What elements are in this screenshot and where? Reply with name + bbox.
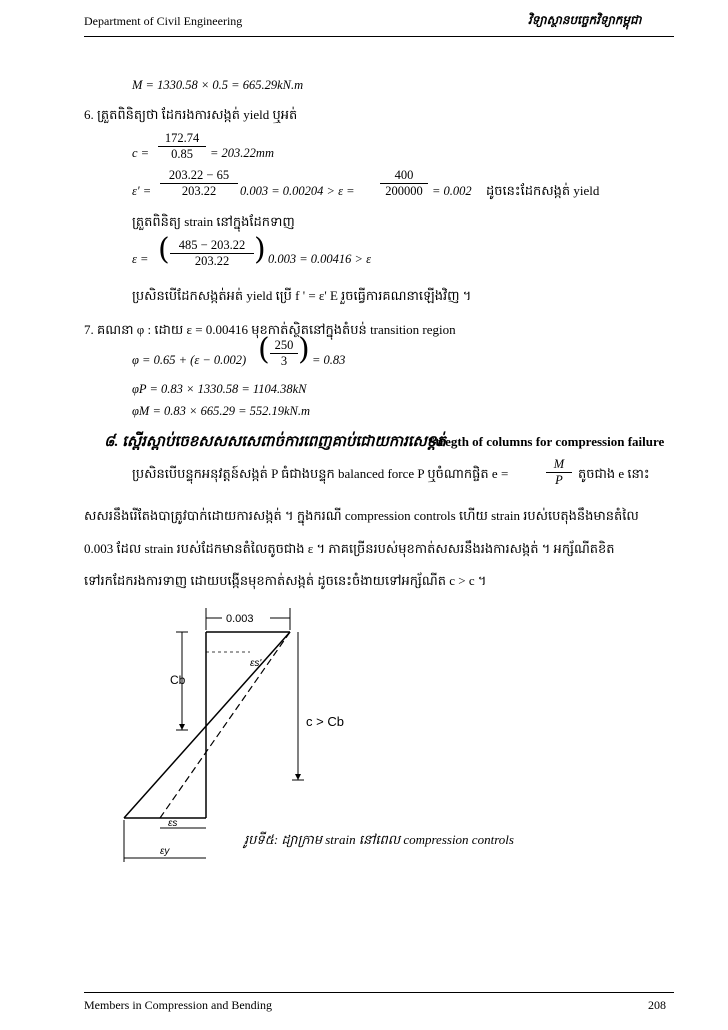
section8-heading-en: Stregth of columns for compression failure (428, 434, 665, 449)
eq-es-num: 203.22 − 65 (160, 168, 238, 184)
yield-conclusion: ដូចនេះដែកសង្កត់ yield (486, 183, 600, 198)
ecc-fraction (546, 457, 572, 488)
footer-rule (84, 992, 674, 993)
eq-c-lhs: c = (132, 146, 150, 160)
eq-ey-fraction (380, 168, 428, 199)
eq-c-num: 172.74 (158, 131, 206, 147)
label-es: εs (168, 818, 178, 829)
eq-phi-fraction (270, 338, 298, 369)
figure-caption: រូបទី៥: ដ្យាក្រាម strain នៅពេល compression controls (244, 832, 514, 847)
phi-paren-left: ( (258, 332, 270, 367)
eq-phimn: φM = 0.83 × 665.29 = 552.19kN.m (132, 404, 311, 418)
eq-phi-num: 250 (270, 338, 298, 354)
eq-es-rhs: 0.003 = 0.00204 > ε = (240, 184, 355, 198)
paren-right: ) (254, 232, 266, 267)
eq-phi-lhs: φ = 0.65 + (ε − 0.002) (132, 353, 247, 367)
strain-check-text: ត្រួតពិនិត្យ strain នៅក្នុងដែកទាញ (132, 214, 295, 229)
section8-heading-kh: ៨. ស្ពើរស្ពាប់ចេខសសសសេពាច់ការពេញគាប់ជោយការសេខ្តត់ (104, 434, 446, 450)
eq-es-lhs: ε' = (132, 184, 152, 198)
label-es-prime: εs' (250, 658, 262, 669)
eq-es-den: 203.22 (181, 184, 217, 198)
eq-c-fraction (158, 131, 206, 162)
eq-phi-rhs: = 0.83 (312, 353, 346, 367)
eq-et-num: 485 − 203.22 (170, 238, 254, 254)
eq-ey-den: 200000 (385, 184, 423, 198)
eq-phipn: φP = 0.83 × 1330.58 = 1104.38kN (132, 382, 307, 396)
section8-line3: 0.003 ដែល strain របស់ដែកមានតំលៃតូចជាង ε ។ ភាគច្រើនរបស់មុខកាត់សសរនឹងរងការសង្កត់ ។ អក្ស័ណីតខិត (84, 541, 615, 556)
phi-paren-right: ) (298, 332, 310, 367)
page-number: 208 (648, 998, 666, 1012)
ecc-den: P (555, 473, 563, 487)
section8-line1: ប្រសិនបើបន្ទុកអនុវត្តន៍សង្កត់ P ធំជាងបន្ទុក balanced force P ឬចំណាកផ្ចិត e = (132, 466, 509, 481)
eq-ey-num: 400 (380, 168, 428, 184)
label-c-gt-cb: c > Cb (306, 714, 344, 729)
step7-title: 7. គណនា φ : ដោយ ε = 0.00416 មុខកាត់ស្ថិតនៅក្នុងតំបន់ transition region (84, 322, 456, 337)
eq-et-den: 203.22 (194, 254, 230, 268)
eq-c-den: 0.85 (171, 147, 193, 161)
eq-phi-den: 3 (280, 354, 288, 368)
eq-et-lhs: ε = (132, 252, 149, 266)
header-right: វិទ្យាស្ថានបច្ចេកវិទ្យាកម្ពុជា (528, 13, 642, 27)
section8-line2: សសរនឹងរើតែងបាត្រូវបាក់ដោយការសង្កត់ ។ ក្នុងករណី compression controls ហើយ strain របស់បេតុងនឹងមានតំលៃ (84, 508, 639, 523)
step6-title: 6. ត្រួតពិនិត្យថា ដែករងការសង្កត់ yield ឬអត់ (84, 107, 298, 122)
section8-line1-end: តូចជាង e នោះ (578, 466, 650, 481)
eq-mn: M = 1330.58 × 0.5 = 665.29kN.m (132, 78, 304, 92)
eq-ey-rhs: = 0.002 (432, 184, 472, 198)
eq-es-fraction (160, 168, 238, 199)
paren-left: ( (158, 232, 170, 267)
label-ey: εy (160, 846, 170, 857)
eq-et-fraction (170, 238, 254, 269)
section8-line4: ទៅរកដែករងការទាញ ដោយបង្កើនមុខកាត់សង្កត់ ដូចនេះចំងាយទៅអក្ស័ណីត c > c ។ (84, 573, 487, 588)
label-0003: 0.003 (226, 613, 254, 625)
footer-left: Members in Compression and Bending (84, 998, 272, 1012)
strain-diagram-figure (100, 600, 400, 870)
ecc-num: M (546, 457, 572, 473)
header-rule (84, 36, 674, 37)
label-cb: Cb (170, 673, 186, 687)
eq-et-rhs: 0.003 = 0.00416 > ε (268, 252, 372, 266)
eq-c-rhs: = 203.22mm (210, 146, 274, 160)
header-left: Department of Civil Engineering (84, 14, 243, 28)
step6-note: ប្រសិនបើដែកសង្កត់អត់ yield ប្រើ f ' = ε' E រួចធ្វើការគណនាឡើងវិញ ។ (132, 288, 472, 303)
